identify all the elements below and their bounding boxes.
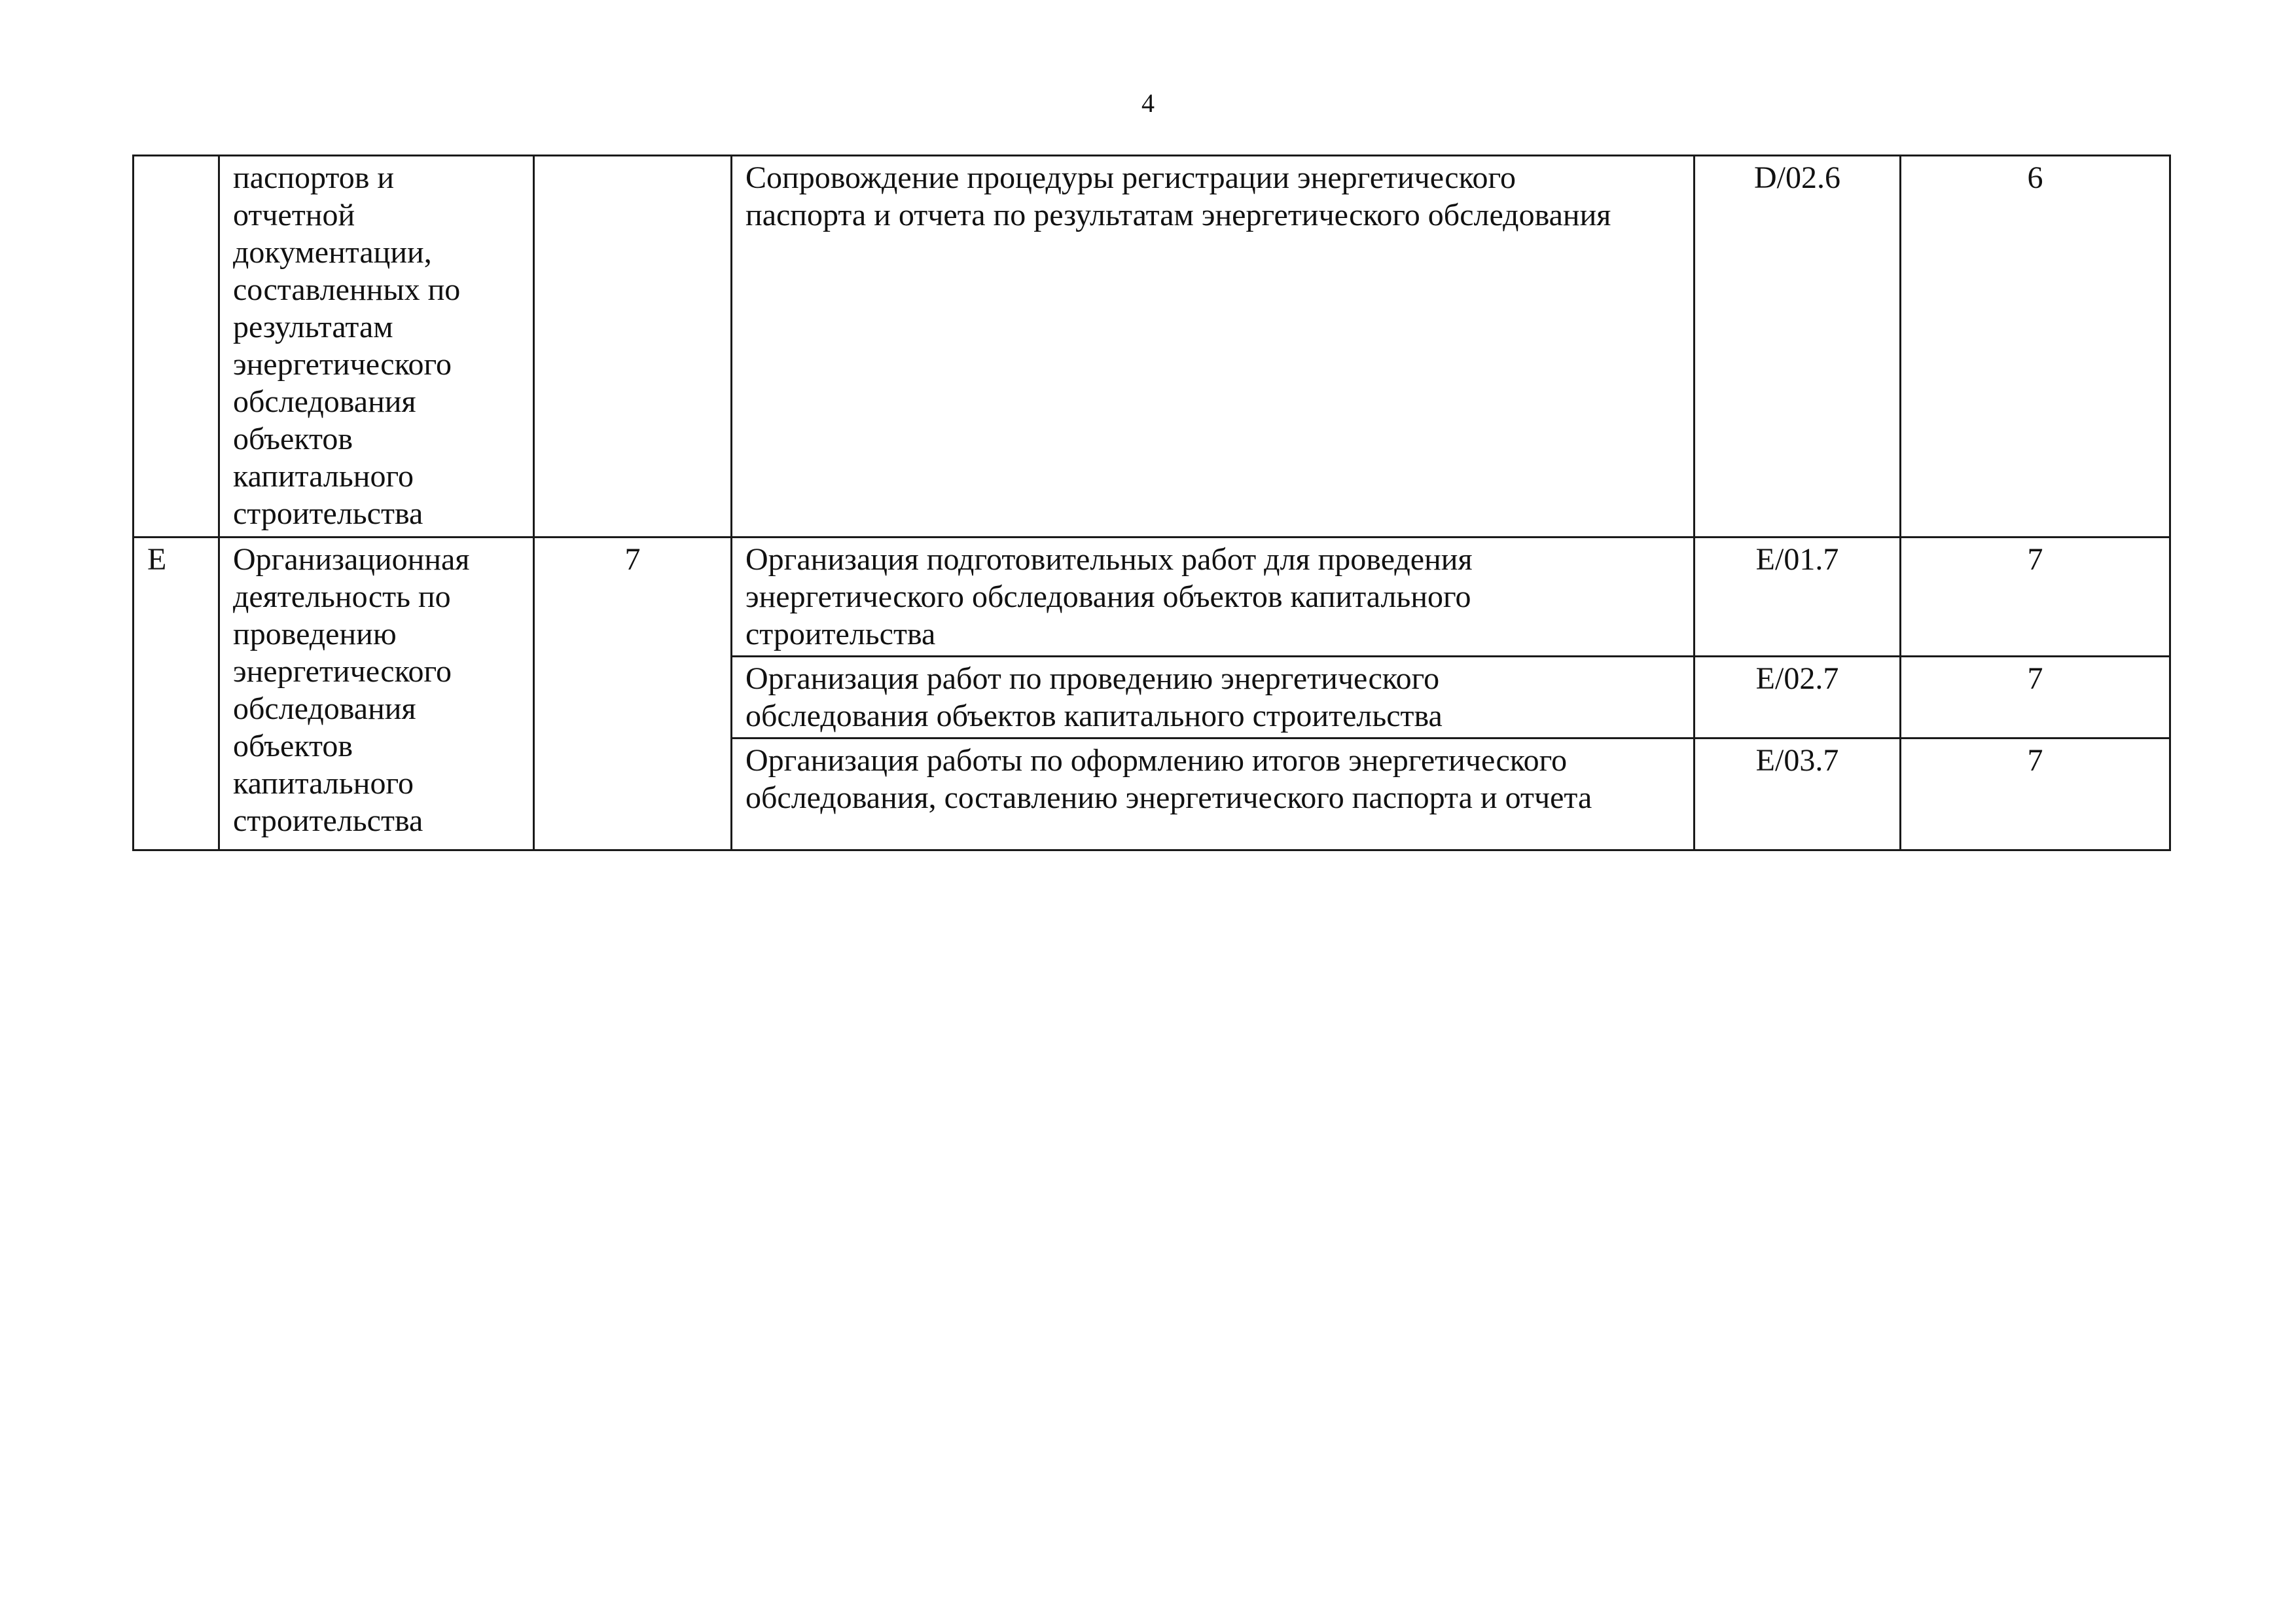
name-line: проведению — [233, 617, 397, 651]
labor-function-name-cell — [732, 156, 1695, 538]
labor-function-level-cell: 7 — [1901, 739, 2170, 850]
labor-function-name-cell — [732, 657, 1695, 739]
name-line: энергетического — [233, 654, 452, 689]
function-line: Организация работы по оформлению итогов энергетического — [745, 743, 1568, 778]
labor-function-name-cell — [732, 739, 1695, 850]
labor-function-code-cell: E/01.7 — [1695, 538, 1901, 657]
function-line: Сопровождение процедуры регистрации энергетического — [745, 160, 1516, 195]
generalized-function-code-cell: E — [134, 538, 219, 850]
name-line: обследования — [233, 384, 416, 419]
name-line: капитального — [233, 459, 414, 494]
name-line: паспортов и — [233, 160, 395, 195]
function-line: Организация подготовительных работ для проведения — [745, 542, 1473, 577]
name-line: энергетического — [233, 347, 452, 382]
generalized-function-name-cell — [219, 156, 534, 538]
qualification-level-cell — [534, 156, 732, 538]
name-line: документации, — [233, 235, 432, 270]
name-line: результатам — [233, 310, 393, 344]
name-line: Организационная — [233, 542, 470, 577]
page-number: 4 — [1141, 88, 1155, 118]
labor-function-level-cell: 6 — [1901, 156, 2170, 538]
function-line: обследования объектов капитального строительства — [745, 699, 1443, 733]
labor-function-level-cell: 7 — [1901, 657, 2170, 739]
name-line: капитального — [233, 766, 414, 801]
generalized-function-name-cell — [219, 538, 534, 850]
name-line: отчетной — [233, 198, 355, 232]
table-row — [134, 156, 2170, 538]
table-row — [134, 538, 2170, 657]
labor-function-level-cell: 7 — [1901, 538, 2170, 657]
function-line: строительства — [745, 617, 936, 651]
labor-function-code-cell: E/02.7 — [1695, 657, 1901, 739]
name-line: объектов — [233, 422, 353, 456]
function-line: паспорта и отчета по результатам энергетического обследования — [745, 198, 1611, 232]
function-line: энергетического обследования объектов капитального — [745, 579, 1471, 614]
name-line: строительства — [233, 496, 423, 531]
function-line: обследования, составлению энергетического паспорта и отчета — [745, 780, 1592, 815]
labor-functions-table — [132, 155, 2171, 851]
name-line: объектов — [233, 729, 353, 763]
function-line: Организация работ по проведению энергетического — [745, 661, 1440, 696]
labor-function-code-cell: D/02.6 — [1695, 156, 1901, 538]
labor-function-name-cell — [732, 538, 1695, 657]
name-line: строительства — [233, 803, 423, 838]
name-line: деятельность по — [233, 579, 451, 614]
name-line: составленных по — [233, 272, 461, 307]
qualification-level-cell: 7 — [534, 538, 732, 850]
name-line: обследования — [233, 691, 416, 726]
generalized-function-code-cell — [134, 156, 219, 538]
labor-function-code-cell: E/03.7 — [1695, 739, 1901, 850]
